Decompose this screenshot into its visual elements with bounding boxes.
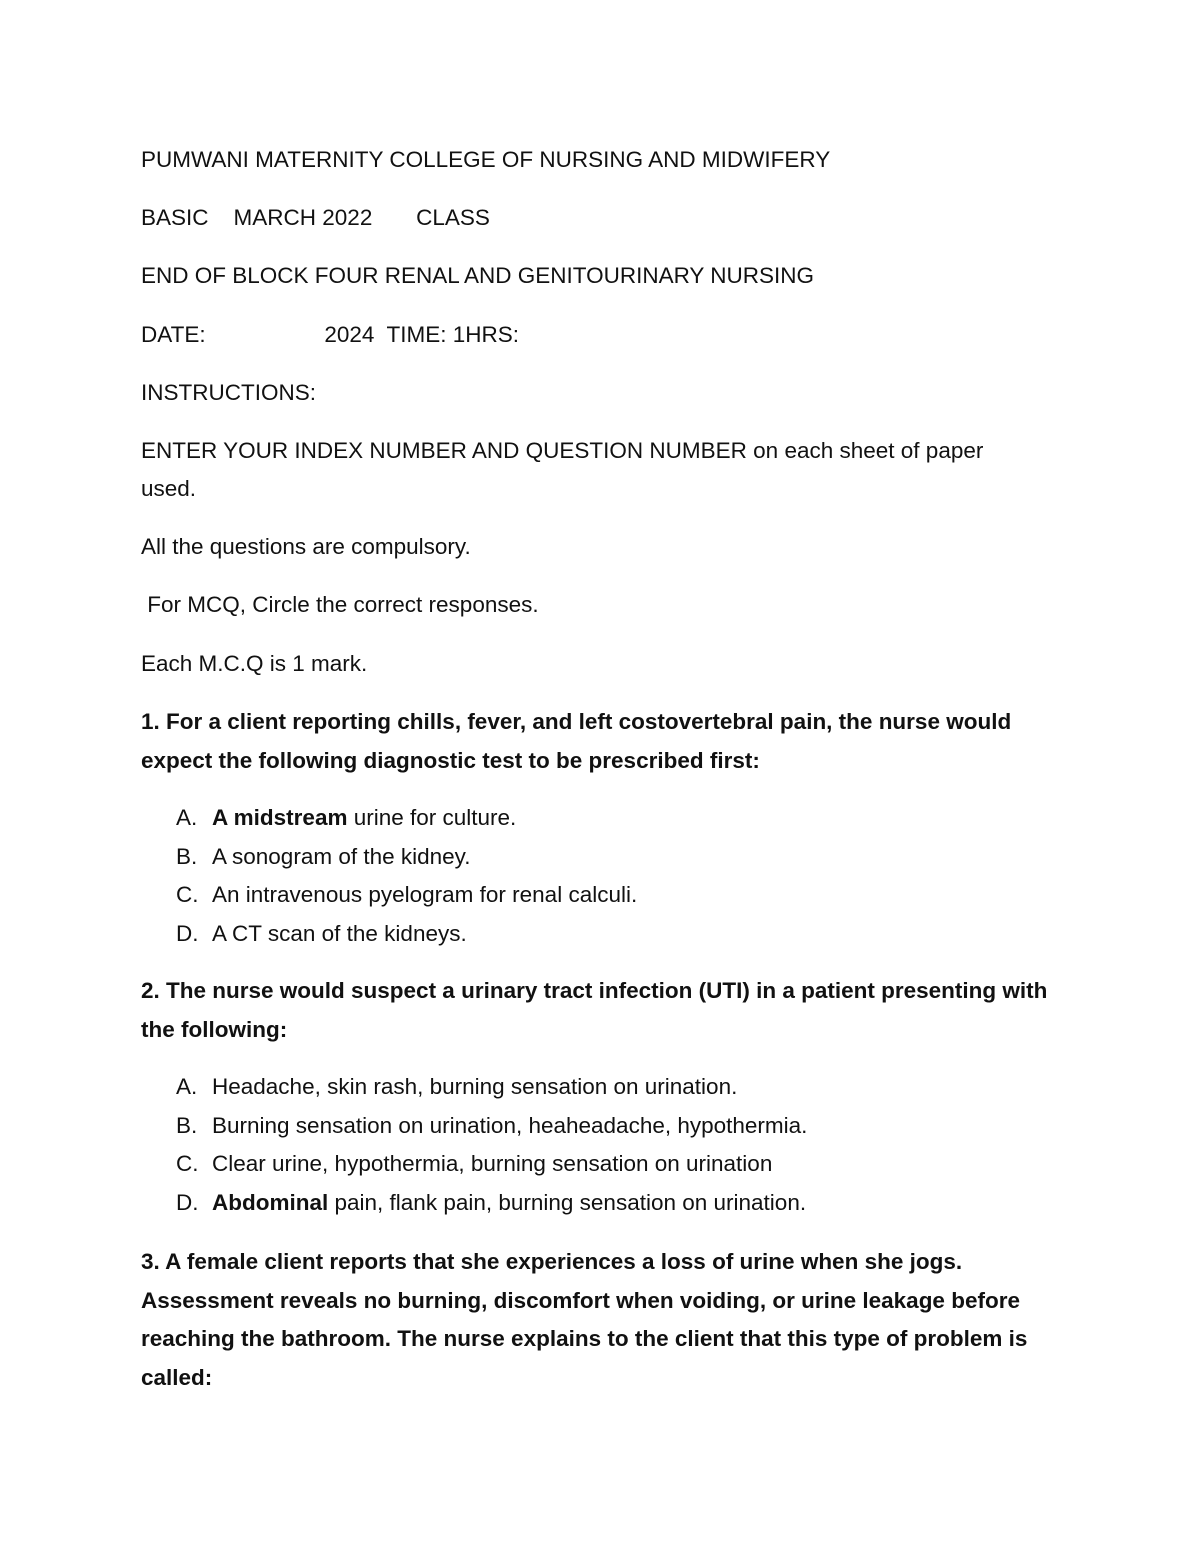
option-text: A CT scan of the kidneys. xyxy=(212,920,467,946)
instruction-emphasis: ENTER YOUR INDEX NUMBER AND QUESTION NUMBER xyxy=(141,438,747,463)
option-text: Headache, skin rash, burning sensation on urination. xyxy=(212,1074,738,1099)
date-time-line: DATE: 2024 TIME: 1HRS: xyxy=(141,322,520,347)
option-letter: D. xyxy=(176,1189,199,1215)
exam-title: END OF BLOCK FOUR RENAL AND GENITOURINARY NURSING xyxy=(141,263,815,288)
question-2-options xyxy=(176,1068,1056,1222)
instruction-mcq: For MCQ, Circle the correct responses. xyxy=(141,592,539,617)
option-letter: A. xyxy=(176,805,198,830)
option-2a[interactable] xyxy=(176,1068,1056,1107)
question-3-text: 3. A female client reports that she experiences a loss of urine when she jogs. Assessment reveals no burning, discomfort when voiding, or urine leakage before reaching the bathroom. The nurse explains to the client that this type of problem is called: xyxy=(141,1249,1028,1390)
option-text: pain, flank pain, burning sensation on urination. xyxy=(328,1189,807,1215)
option-2c[interactable] xyxy=(176,1145,1056,1184)
option-emphasis: A midstream xyxy=(212,805,348,830)
option-text: Clear urine, hypothermia, burning sensation on urination xyxy=(212,1151,773,1176)
option-text: An intravenous pyelogram for renal calculi. xyxy=(212,882,638,907)
option-letter: D. xyxy=(176,920,199,946)
question-2-text: 2. The nurse would suspect a urinary tract infection (UTI) in a patient presenting with the following: xyxy=(141,978,1048,1042)
question-1-text: 1. For a client reporting chills, fever, and left costovertebral pain, the nurse would expect the following diagnostic test to be prescribed first: xyxy=(141,709,1012,773)
option-1b[interactable] xyxy=(176,838,1056,877)
option-2b[interactable] xyxy=(176,1107,1056,1146)
class-line: BASIC MARCH 2022 CLASS xyxy=(141,205,490,230)
option-1a[interactable] xyxy=(176,799,1056,838)
option-letter: C. xyxy=(176,882,199,907)
option-text: A sonogram of the kidney. xyxy=(212,843,471,869)
instruction-index-number xyxy=(141,432,1041,508)
instruction-compulsory: All the questions are compulsory. xyxy=(141,534,471,559)
instruction-marks: Each M.C.Q is 1 mark. xyxy=(141,651,368,676)
option-text: urine for culture. xyxy=(347,805,517,830)
instructions-heading: INSTRUCTIONS: xyxy=(141,380,317,405)
question-1-options xyxy=(176,799,1056,953)
option-1d[interactable] xyxy=(176,915,1056,954)
option-letter: A. xyxy=(176,1074,198,1099)
option-text: Burning sensation on urination, heaheadache, hypothermia. xyxy=(212,1112,808,1138)
option-letter: C. xyxy=(176,1151,199,1176)
option-letter: B. xyxy=(176,843,198,869)
option-1c[interactable] xyxy=(176,876,1056,915)
option-letter: B. xyxy=(176,1112,198,1138)
option-2d[interactable] xyxy=(176,1184,1056,1223)
instruction-rest: on each sheet of paper used. xyxy=(141,438,984,501)
college-name: PUMWANI MATERNITY COLLEGE OF NURSING AND MIDWIFERY xyxy=(141,147,831,172)
option-emphasis: Abdominal xyxy=(212,1189,329,1215)
